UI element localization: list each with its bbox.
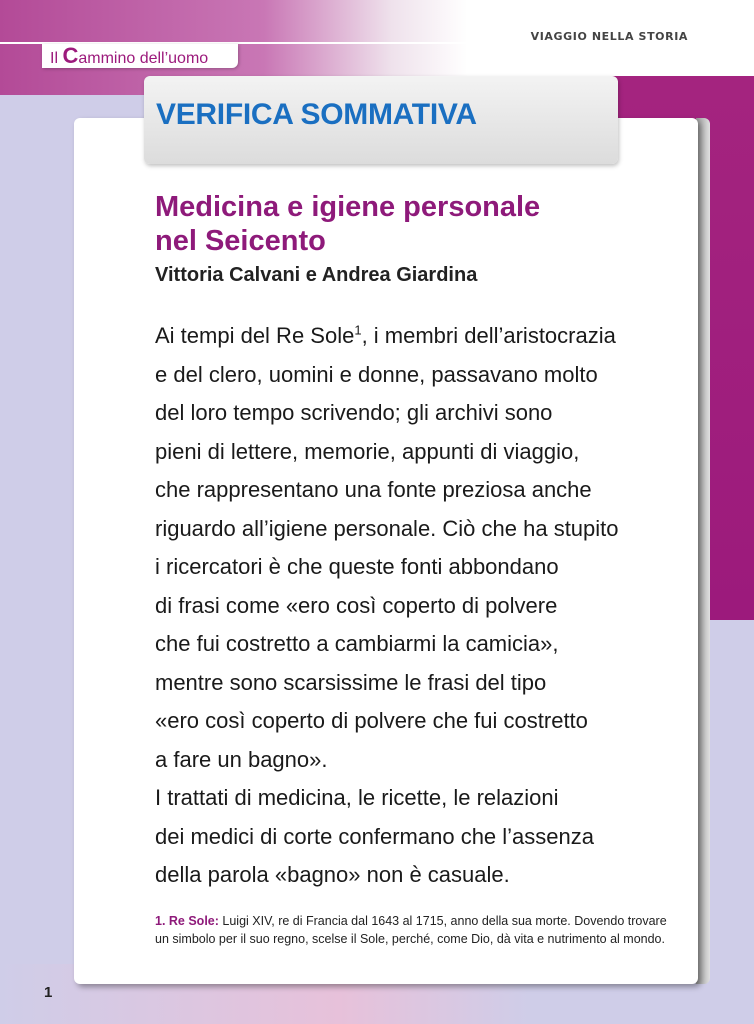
footnote [155,912,675,948]
body-line: I trattati di medicina, le ricette, le relazioni [155,785,559,810]
article-title-line1: Medicina e igiene personale [155,191,541,223]
series-tab [42,44,238,68]
article-authors: Vittoria Calvani e Andrea Giardina [155,264,478,286]
body-line: riguardo all’igiene personale. Ciò che ha stupito [155,515,619,541]
running-head: VIAGGIO NELLA STORIA [530,30,688,43]
body-line: mentre sono scarsissime le frasi del tipo [155,669,547,695]
body-line: di frasi come «ero così coperto di polvere [155,592,558,618]
body-line: che rappresentano una fonte preziosa anche [155,477,592,502]
series-rest: ammino dell’uomo [78,50,209,67]
article-body [155,317,695,895]
article [155,190,695,895]
body-line: della parola «bagno» non è casuale. [155,862,510,887]
section-banner-title: VERIFICA SOMMATIVA [156,98,477,131]
footnote-label: 1. Re Sole: [155,914,219,928]
body-line: dei medici di corte confermano che l’assenza [155,823,595,849]
body-line: i ricercatori è che queste fonti abbondano [155,554,559,579]
article-title-line2: nel Seicento [155,225,326,257]
body-line: pieni di lettere, memorie, appunti di viaggio, [155,438,580,464]
footnote-text: Luigi XIV, re di Francia dal 1643 al 1715, anno della sua morte. Dovendo trovare un simbolo per il suo regno, scelse il Sole, perché, come Dio, dà vita e nutrimento al mondo. [155,914,667,946]
body-line: e del clero, uomini e donne, passavano molto [155,361,598,387]
series-cap: Il C [50,43,79,68]
series-capital-letter: C [62,43,79,68]
page-edge [696,118,710,984]
footnote-ref: 1 [354,322,362,338]
body-line: che fui costretto a cambiarmi la camicia», [155,631,559,656]
body-line: Ai tempi del Re Sole$^1$, i membri dell’aristocrazia [155,322,616,348]
body-line: «ero così coperto di polvere che fui costretto [155,708,588,733]
page-number: 1 [44,984,53,1001]
body-line: a fare un bagno». [155,746,328,772]
article-title [155,190,695,258]
body-line: del loro tempo scrivendo; gli archivi sono [155,400,553,425]
